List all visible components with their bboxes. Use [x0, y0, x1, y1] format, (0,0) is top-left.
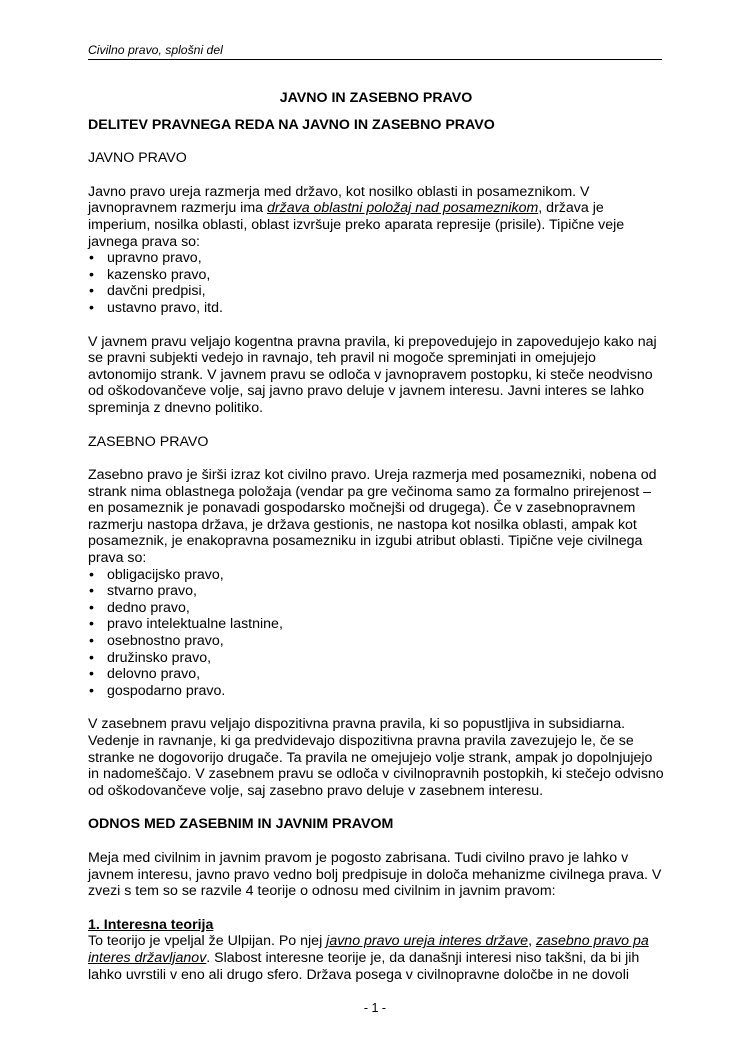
bullet-icon: •: [89, 599, 94, 616]
public-law-branches-list: [88, 250, 664, 316]
bullet-icon: •: [89, 250, 94, 267]
emphasis-state-authority: država oblastni položaj nad posameznikom: [267, 200, 539, 217]
bullet-icon: •: [89, 649, 94, 666]
list-item: • upravno pravo,: [89, 250, 202, 267]
bullet-icon: •: [89, 283, 94, 300]
bullet-icon: •: [89, 633, 94, 650]
relation-paragraph-1: Meja med civilnim in javnim pravom je pogosto zabrisana. Tudi civilno pravo je lahko v javnem interesu, javno pravo vedno bolj predpisuje in določa mehanizme civilnega prava. V zvezi s tem so se razvile 4 teorije o odnosu med civilnim in javnim pravom:: [88, 849, 662, 900]
page-content: [88, 90, 664, 983]
bullet-icon: •: [89, 299, 94, 316]
bullet-icon: •: [89, 682, 94, 699]
list-item: • stvarno pravo,: [89, 583, 197, 600]
subheading-public-law: JAVNO PRAVO: [88, 150, 187, 167]
public-law-paragraph-1: Javno pravo ureja razmerja med državo, kot nosilko oblasti in posameznikom. V javnopravnem razmerju ima država oblastni položaj nad posameznikom, država je imperium, nosilka oblasti, oblast izvršuje preko aparata represije (prisile). Tipične veje javnega prava so:: [88, 183, 625, 250]
list-item: • pravo intelektualne lastnine,: [89, 616, 283, 633]
section-heading-relation: ODNOS MED ZASEBNIM IN JAVNIM PRAVOM: [88, 816, 394, 833]
bullet-icon: •: [89, 666, 94, 683]
section-heading-division: DELITEV PRAVNEGA REDA NA JAVNO IN ZASEBNO PRAVO: [88, 116, 495, 133]
private-law-paragraph-1: Zasebno pravo je širši izraz kot civilno pravo. Ureja razmerja med posamezniki, nobena od strank nima oblastnega položaja (vendar pa gre večinoma samo za formalno prirejenost – en posameznik je ponavadi gospodarsko močnejši od drugega). Če v zasebnopravnem razmerju nastopa država, je država gestionis, ne nastopa kot nosilka oblasti, ampak kot posameznik, je enakopravna posamezniku in izgubi atribut oblasti. Tipične veje civilnega prava so:: [88, 467, 657, 567]
emphasis-citizen-interest: zasebno pravo pa interes državljanov: [88, 933, 649, 966]
theory-1-paragraph: To teorijo je vpeljal že Ulpijan. Po njej javno pravo ureja interes države, zasebno pravo pa interes državljanov. Slabost interesne teorije je, da današnji interesi niso takšni, da bi jih lahko uvrstili v eno ali drugo sfero. Država posega v civilnopravne določbe in ne dovoli: [88, 933, 649, 983]
list-item: • kazensko pravo,: [89, 266, 211, 283]
bullet-icon: •: [89, 583, 94, 600]
private-law-branches-list: [88, 567, 664, 700]
subheading-private-law: ZASEBNO PRAVO: [88, 433, 209, 450]
list-item: • gospodarno pravo.: [89, 682, 226, 699]
bullet-icon: •: [89, 266, 94, 283]
emphasis-state-interest: javno pravo ureja interes države: [326, 933, 529, 950]
list-item: • davčni predpisi,: [89, 283, 206, 300]
page-number: - 1 -: [363, 1001, 387, 1015]
list-item: • obligacijsko pravo,: [89, 566, 224, 583]
running-header: Civilno pravo, splošni del: [88, 43, 662, 60]
list-item: • družinsko pravo,: [89, 649, 212, 666]
list-item: • dedno pravo,: [89, 599, 190, 616]
list-item: • ustavno pravo, itd.: [89, 299, 223, 316]
bullet-icon: •: [89, 616, 94, 633]
list-item: • osebnostno pravo,: [89, 633, 224, 650]
bullet-icon: •: [89, 566, 94, 583]
theory-1-heading: 1. Interesna teorija: [88, 916, 214, 933]
document-title: JAVNO IN ZASEBNO PRAVO: [279, 90, 473, 106]
private-law-paragraph-2: V zasebnem pravu veljajo dispozitivna pravna pravila, ki so popustljiva in subsidiarna. Vedenje in ravnanje, ki ga predvidevajo dispozitivna pravna pravila zavezujejo le, če se stranke ne dogovorijo drugače. Ta pravila ne omejujejo volje strank, ampak jo dopolnjujejo in nadomeščajo. V zasebnem pravu se odloča v civilnopravnih postopkih, ki stečejo odvisno od oškodovančeve volje, saj zasebno pravo deluje v zasebnem interesu.: [88, 716, 664, 799]
public-law-paragraph-2: V javnem pravu veljajo kogentna pravna pravila, ki prepovedujejo in zapovedujejo kako naj se pravni subjekti vedejo in ravnajo, teh pravil ni mogoče spreminjati in omejujejo avtonomijo strank. V javnem pravu se odloča v javnopravem postopku, ki steče neodvisno od oškodovančeve volje, saj javno pravo deluje v javnem interesu. Javni interes se lahko spreminja z dnevno politiko.: [88, 333, 657, 416]
list-item: • delovno pravo,: [89, 666, 201, 683]
